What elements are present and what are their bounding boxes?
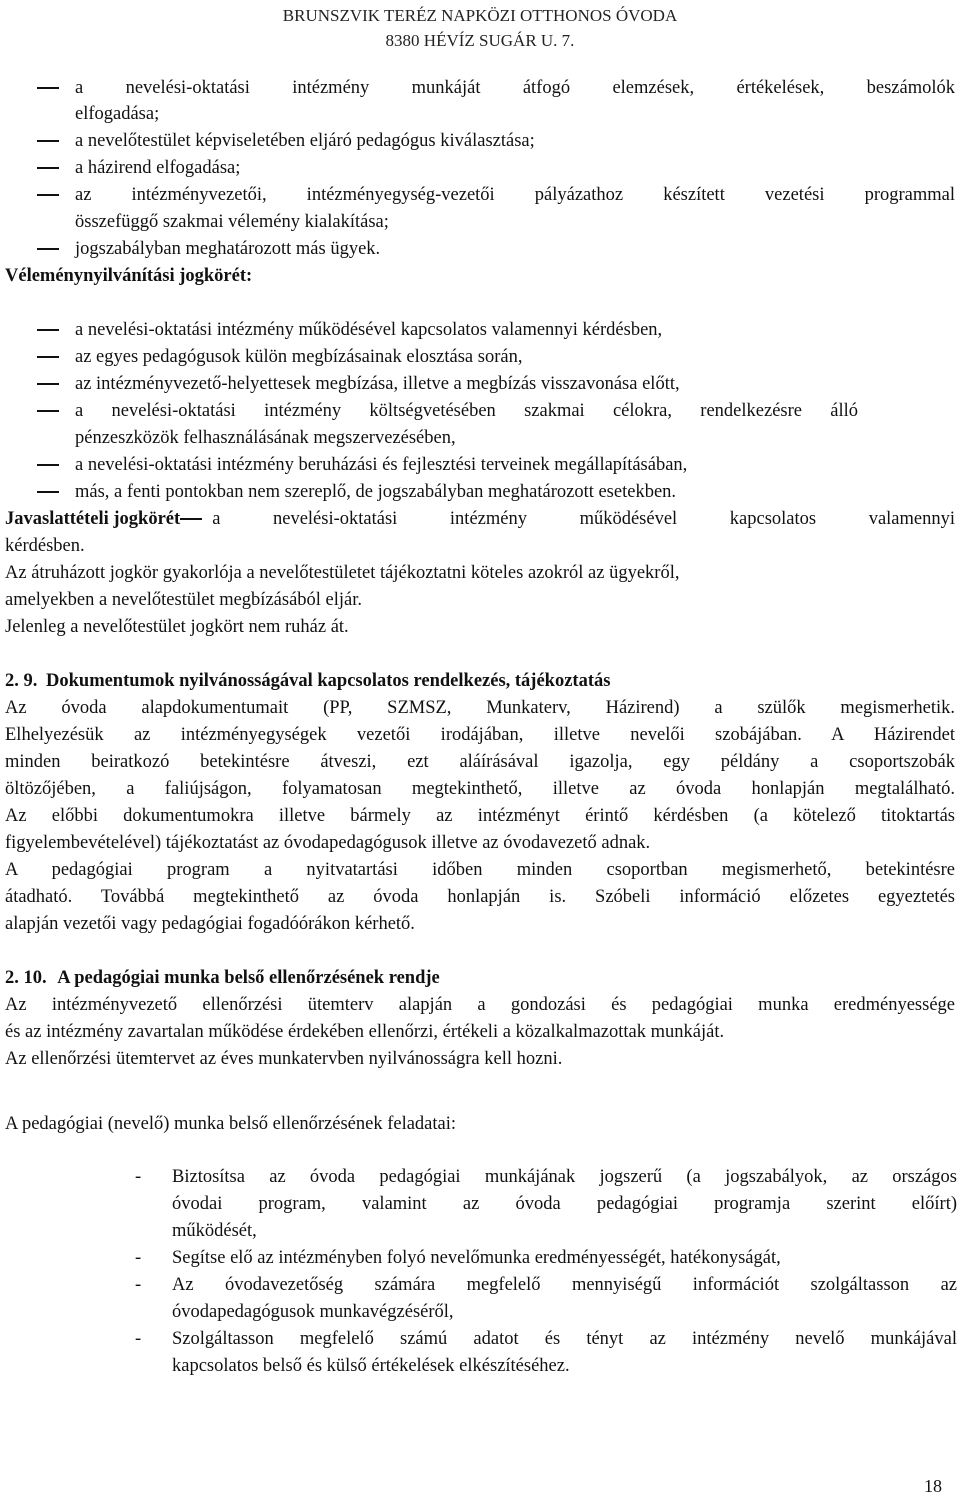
- paragraph-line: minden beiratkozó betekintésre átveszi, ezt aláírásával igazolja, egy példány a csoportszobák: [5, 752, 955, 772]
- task-item-continued: óvodapedagógusok munkavégzéséről,: [172, 1302, 454, 1322]
- dash-bullet: [37, 464, 59, 466]
- section-number: 2. 10.: [5, 968, 47, 988]
- hyphen-bullet: -: [135, 1275, 142, 1295]
- hyphen-bullet: -: [135, 1167, 142, 1187]
- task-item-continued: működését,: [172, 1221, 257, 1241]
- paragraph-line: Az ellenőrzési ütemtervet az éves munkatervben nyilvánosságra kell hozni.: [5, 1049, 563, 1069]
- dash-bullet: [37, 140, 59, 142]
- dash-bullet: [37, 356, 59, 358]
- tasks-intro: A pedagógiai (nevelő) munka belső ellenőrzésének feladatai:: [5, 1114, 457, 1134]
- dash-bullet: [37, 167, 59, 169]
- list-item: az intézményvezetői, intézményegység-vezetői pályázathoz készített vezetési programmal: [75, 185, 955, 205]
- hyphen-bullet: -: [135, 1329, 142, 1349]
- dash-bullet: [37, 491, 59, 493]
- list-item: a nevelési-oktatási intézmény költségvetésében szakmai célokra, rendelkezésre álló: [75, 401, 858, 421]
- task-item-continued: óvodai program, valamint az óvoda pedagógiai programja szerint előírt): [172, 1194, 957, 1214]
- section-number: 2. 9.: [5, 671, 38, 691]
- section-title: A pedagógiai munka belső ellenőrzésének rendje: [57, 968, 440, 988]
- list-item: a nevelési-oktatási intézmény működésével kapcsolatos valamennyi kérdésben,: [75, 320, 663, 340]
- section-heading-2-10: [5, 965, 440, 991]
- paragraph-line: öltözőjében, a faliújságon, folyamatosan megtekinthető, illetve az óvoda honlapján megtalálható.: [5, 779, 955, 799]
- paragraph-line: alapján vezetői vagy pedagógiai fogadóórákon kérhető.: [5, 914, 415, 934]
- list-item: a házirend elfogadása;: [75, 158, 241, 178]
- proposal-text: a nevelési-oktatási intézmény működésével kapcsolatos valamennyi: [212, 509, 955, 529]
- paragraph-line: átadható. Továbbá megtekinthető az óvoda honlapján is. Szóbeli információ előzetes egyeztetés: [5, 887, 955, 907]
- task-item: Szolgáltasson megfelelő számú adatot és tényt az intézmény nevelő munkájával: [172, 1329, 957, 1349]
- list-item-continued: összefüggő szakmai vélemény kialakítása;: [75, 212, 389, 232]
- transfer-line: Az átruházott jogkör gyakorlója a nevelőtestületet tájékoztatni köteles azokról az ügyekről,: [5, 563, 680, 583]
- opinion-heading: Véleménynyilvánítási jogkörét:: [5, 266, 253, 286]
- proposal-text-continued: kérdésben.: [5, 536, 85, 556]
- dash-bullet: [37, 194, 59, 196]
- page-number: 18: [924, 1476, 942, 1496]
- task-item: Segítse elő az intézményben folyó nevelőmunka eredményességét, hatékonyságát,: [172, 1248, 781, 1268]
- paragraph-line: A pedagógiai program a nyitvatartási időben minden csoportban megismerhető, betekintésre: [5, 860, 955, 880]
- dash-separator: [180, 518, 202, 520]
- dash-bullet: [37, 410, 59, 412]
- paragraph-line: és az intézmény zavartalan működése érdekében ellenőrzi, értékeli a közalkalmazottak munkáját.: [5, 1022, 725, 1042]
- list-item: más, a fenti pontokban nem szereplő, de jogszabályban meghatározott esetekben.: [75, 482, 677, 502]
- list-item: a nevelési-oktatási intézmény munkáját átfogó elemzések, értékelések, beszámolók: [75, 78, 955, 98]
- paragraph-line: Az előbbi dokumentumokra illetve bármely az intézményt érintő kérdésben (a kötelező titoktartás: [5, 806, 955, 826]
- list-item-continued: pénzeszközök felhasználásának megszervezésében,: [75, 428, 456, 448]
- task-item: Az óvodavezetőség számára megfelelő mennyiségű információt szolgáltasson az: [172, 1275, 957, 1295]
- task-item: Biztosítsa az óvoda pedagógiai munkájának jogszerű (a jogszabályok, az országos: [172, 1167, 957, 1187]
- paragraph-line: Az intézményvezető ellenőrzési ütemterv alapján a gondozási és pedagógiai munka eredményessége: [5, 995, 955, 1015]
- list-item: az egyes pedagógusok külön megbízásainak elosztása során,: [75, 347, 523, 367]
- transfer-line: amelyekben a nevelőtestület megbízásából eljár.: [5, 590, 363, 610]
- section-heading-2-9: [5, 668, 610, 694]
- list-item: az intézményvezető-helyettesek megbízása, illetve a megbízás visszavonása előtt,: [75, 374, 680, 394]
- section-title: Dokumentumok nyilvánosságával kapcsolatos rendelkezés, tájékoztatás: [46, 671, 611, 691]
- header-address: 8380 HÉVÍZ SUGÁR U. 7.: [385, 31, 575, 50]
- paragraph-line: Az óvoda alapdokumentumait (PP, SZMSZ, Munkaterv, Házirend) a szülők megismerhetik.: [5, 698, 955, 718]
- dash-bullet: [37, 248, 59, 250]
- hyphen-bullet: -: [135, 1248, 142, 1268]
- proposal-heading: Javaslattételi jogkörét: [5, 509, 181, 529]
- dash-bullet: [37, 87, 59, 89]
- paragraph-line: figyelembevételével) tájékoztatást az óvodapedagógusok illetve az óvodavezető adnak.: [5, 833, 651, 853]
- dash-bullet: [37, 383, 59, 385]
- list-item: a nevelőtestület képviseletében eljáró pedagógus kiválasztása;: [75, 131, 535, 151]
- task-item-continued: kapcsolatos belső és külső értékelések elkészítéséhez.: [172, 1356, 570, 1376]
- dash-bullet: [37, 329, 59, 331]
- list-item: jogszabályban meghatározott más ügyek.: [75, 239, 381, 259]
- header-institution-name: BRUNSZVIK TERÉZ NAPKÖZI OTTHONOS ÓVODA: [282, 6, 678, 25]
- paragraph-line: Elhelyezésük az intézményegységek vezetői irodájában, illetve nevelői szobájában. A Házirendet: [5, 725, 955, 745]
- proposal-line: [5, 506, 955, 532]
- list-item: a nevelési-oktatási intézmény beruházási és fejlesztési terveinek megállapításában,: [75, 455, 688, 475]
- transfer-line: Jelenleg a nevelőtestület jogkört nem ruház át.: [5, 617, 349, 637]
- list-item-continued: elfogadása;: [75, 104, 160, 124]
